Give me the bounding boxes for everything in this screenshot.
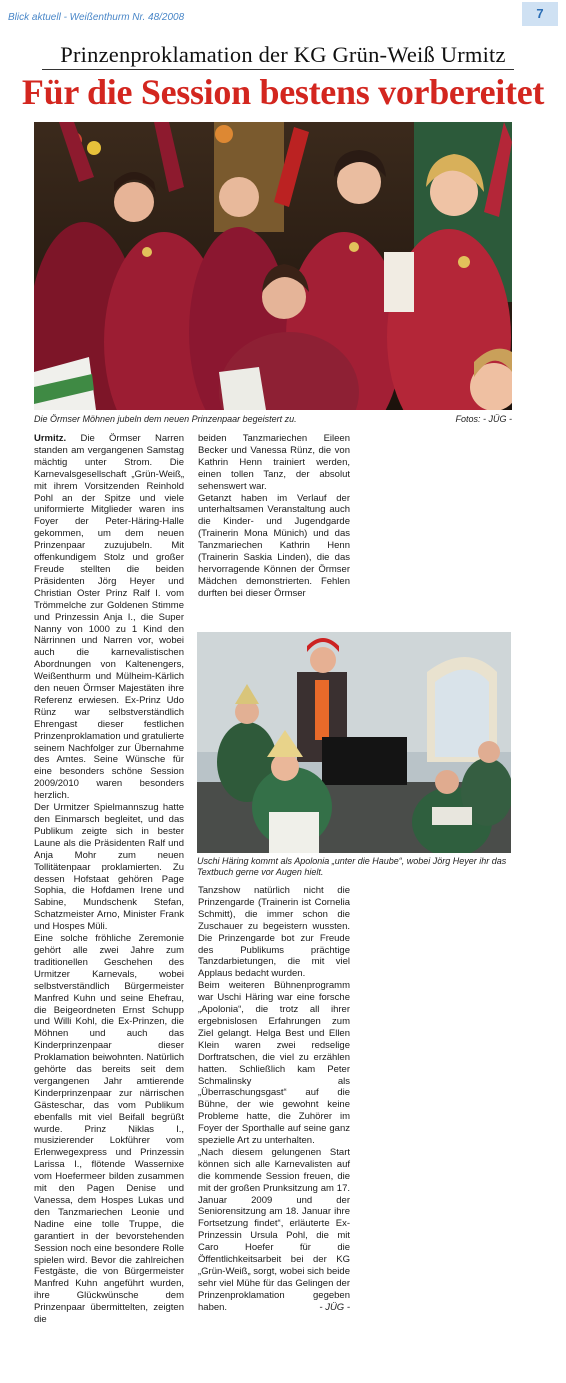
photo2-caption: Uschi Häring kommt als Apolonia „unter die Haube“, wobei Jörg Heyer ihr das Textbuch gerne vor Augen hielt. (197, 856, 507, 877)
article-kicker: Prinzenproklamation der KG Grün-Weiß Urmitz (60, 42, 506, 67)
photo1-caption-row (34, 414, 512, 424)
kicker-underline (42, 69, 514, 70)
photo-moehnen-cheering (34, 122, 512, 410)
paragraph: beiden Tanzmariechen Eileen Becker und Vanessa Rünz, die von Kathrin Henn trainiert werden, einen tollen Tanz, der absolut sehenswert war. (198, 433, 350, 492)
paragraph: Tanzshow natürlich nicht die Prinzengarde (Trainerin ist Cornelia Schmitt), die immer schon die Zuschauer zu begeistern wussten. Die Prinzengarde bot zur Freude des Publikums prächtige Tanzdarbietungen, die mit viel Applaus bedacht wurden. (198, 885, 350, 980)
photo-credit: Fotos: - JÜG - (455, 414, 512, 424)
column-2-bottom (198, 885, 350, 1314)
paragraph: Der Urmitzer Spielmannszug hatte den Einmarsch begleitet, und das Publikum zeigte sich in bester Laune als die Präsidenten Ralf und Anja Mohr zum neuen Tollitätenpaar proklamierten. Zu dessen Hofstaat gehören Page Sophia, die Hofdamen Irene und Sabine, Mundschenk Stefan, Schatzmeister Arno, Minister Frank und Hospes Müli. (34, 802, 184, 933)
paragraph: Eine solche fröhliche Zeremonie gehört alle zwei Jahre zum traditionellen Geschehen des Urmitzer Karnevals, wobei selbstverständlich Bürgermeister Manfred Kuhn und seine Ehefrau, die Beigeordneten Ernst Schupp und Willi Kohl, die Ex-Prinzen, die Möhnen und auch das Kinderprinzenpaar dieser Proklamation beiwohnten. Natürlich gehörte das bereits seit dem vergangenen Jahr amtierende Kinderprinzenpaar zur närrischen Gästeschar, das vom Publikum ebenfalls mit viel Beifall begrüßt wurde. Prinz Niklas I., musizierender Lokführer vom Erlenwegexpress und Prinzessin Larissa I., flötende Wassernixe vom Hoefermeer bilden zusammen mit den Pagen Denise und Vanessa, dem Hospes Lukas und den Tanzmariechen Leonie und Nadine eine tolle Truppe, die garantiert in der bevorstehenden Session noch eine besondere Rolle spielen wird. Bevor die zahlreichen Festgäste, die von Bürgermeister Manfred Kuhn angeführt wurden, ihre Glückwünsche dem Prinzenpaar übermittelten, zeigten die (34, 933, 184, 1326)
page-number: 7 (522, 2, 558, 26)
publication-header: Blick aktuell - Weißenthurm Nr. 48/2008 (8, 12, 185, 23)
paragraph: Getanzt haben im Verlauf der unterhaltsamen Veranstaltung auch die Kinder- und Jugendgarde (Trainerin Mona Münich) und das Tanzmariechen Kathrin Henn (Trainerin Saskia Linden), die das hervorragende Können der Örmser Mädchen demonstrierten. Fehlen durften bei dieser Örmser (198, 492, 350, 599)
article-headline: Für die Session bestens vorbereitet (21, 72, 545, 112)
column-1 (34, 433, 184, 1326)
paragraph: „Nach diesem gelungenen Start können sich alle Karnevalisten auf die kommende Session freuen, die mit der großen Prunksitzung am 17. Januar 2009 und der Seniorensitzung am 18. Januar ihre Fortsetzung findet“, erläuterte Ex-Prinzessin Ursula Pohl, die mit Caro Hoefer für die Öffentlichkeitsarbeit bei der KG „Grün-Weiß„ sorgt, wobei sich beide sehr viel Mühe für das Gelingen der Prinzenproklamation gegeben haben. (198, 1146, 350, 1313)
author-signature: - JÜG - (319, 1301, 350, 1313)
column-2-top (198, 433, 350, 600)
paragraph: Die Örmser Narren standen am vergangenen Samstag mächtig unter Strom. Die Karnevalsgesellschaft „Grün-Weiß„ mit ihrem Vorsitzenden Reinhold Pohl an der Spitze und viele uniformierte Mitglieder waren ins Foyer der Peter-Häring-Halle gekommen, um dem neuen Prinzenpaar zuzujubeln. Mit offenkundigem Stolz und großer Freude stellten die beiden Präsidenten Jörg Heyer und Christian Oster Prinz Ralf I. vom Trömmelche zur Goldenen Stimme und Prinzessin Anja I., die Super Nanny von 1000 zu 1 Kind den Närrinnen und Narren vor, wobei auch die karnevalistischen Abordnungen von Kaltenengers, Weißenthurm und Mülheim-Kärlich den neuen Örmser Majestäten ihre Referenz erwiesen. Ex-Prinz Udo Rünz war selbstverständlich Ehrengast dieser festlichen Prinzenproklamation und gratulierte seinem Nachfolger zur Übernahme des Amtes. Seine Wünsche für eine besonders schöne Session 2009/2010 waren besonders herzlich. (34, 433, 184, 802)
photo1-caption: Die Örmser Möhnen jubeln dem neuen Prinzenpaar begeistert zu. (34, 414, 297, 424)
paragraph: Beim weiteren Bühnenprogramm war Uschi Häring war eine forsche „Apolonia“, die trotz all ihrer ergebnislosen Erfahrungen zum Ziel gelangt. Helga Best und Ellen Klein waren zwei redselige Dorftratschen, die viel zu erzählen hatten. Schließlich kam Peter Schmalinsky als „Überraschungsgast“ auf die Bühne, der wie gewohnt keine Probleme hatte, die Zuhörer im Foyer der Sporthalle auf seine ganz spezielle Art zu unterhalten. (198, 980, 350, 1147)
photo-apolonia-stage (197, 632, 511, 853)
dateline: Urmitz. (34, 433, 67, 444)
